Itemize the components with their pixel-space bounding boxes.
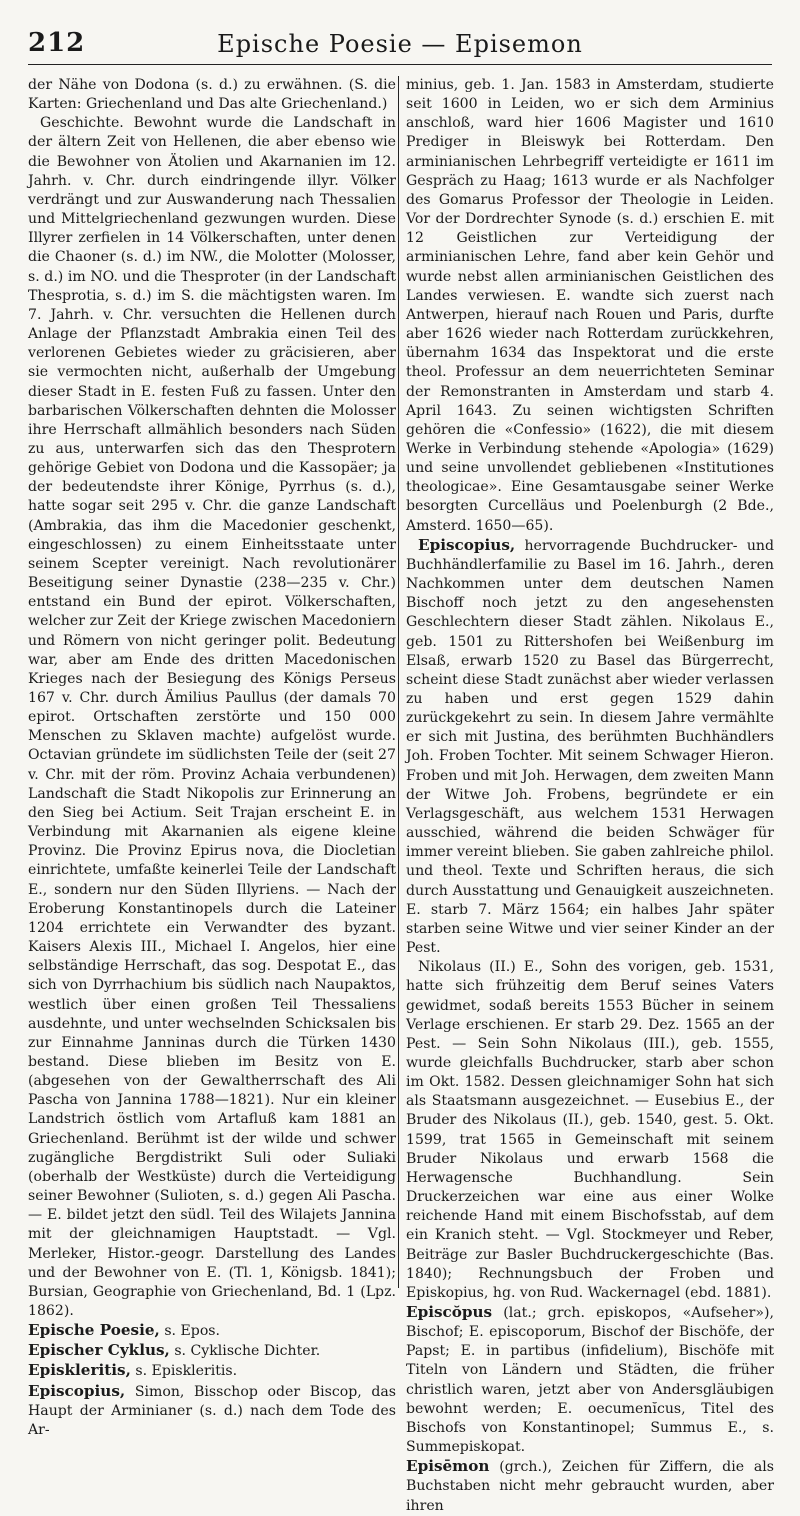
right-column: [406, 76, 774, 1514]
page-number: 212: [28, 28, 86, 58]
entry-text: (lat.; grch. episkopos, «Aufseher»), Bischof; E. episcoporum, Bischof der Bischöfe, der Papst; E. in partibus (infidelium), Bischöfe mit Titeln von Ländern und Städten, die früher christlich waren, jetzt aber von Andersgläubigen bewohnt werden; E. oecumenĭcus, Titel des Bischofs von Konstantinopel; Summus E., s. Summepiskopat.: [406, 1305, 774, 1456]
paragraph-text: minius, geb. 1. Jan. 1583 in Amsterdam, studierte seit 1600 in Leiden, wo er sich dem Arminius anschloß, ward hier 1606 Magister und 1610 Prediger in Bleiswyk bei Rotterdam. Den arminianischen Lehrbegriff verteidigte er 1611 im Gespräch zu Haag; 1613 wurde er als Nachfolger des Gomarus Professor der Theologie in Leiden. Vor der Dordrechter Synode (s. d.) erschien E. mit 12 Geistlichen zur Verteidigung der arminianischen Lehre, fand aber kein Gehör und wurde nebst allen arminianischen Geistlichen des Landes verwiesen. E. wandte sich zuerst nach Antwerpen, hierauf nach Rouen und Paris, durfte aber 1626 wieder nach Rotterdam zurückkehren, übernahm 1634 das Inspektorat und die erste theol. Professur an dem neuerrichteten Seminar der Remonstranten in Amsterdam und starb 4. April 1643. Zu seinen wichtigsten Schriften gehören die «Confessio» (1622), die mit diesem Werke in Verbindung stehende «Apologia» (1629) und seine unvollendet gebliebenen «Institutiones theologicae». Eine Gesamtausgabe seiner Werke besorgten Curcelläus und Poelenburgh (2 Bde., Amsterd. 1650—65).: [406, 77, 774, 534]
entry-episcopius-simon: [28, 1382, 396, 1440]
paragraph-text: Nikolaus (II.) E., Sohn des vorigen, geb. 1531, hatte sich frühzeitig dem Beruf seines Vaters gewidmet, sodaß bereits 1553 Bücher in seinem Verlage erschienen. Er starb 29. Dez. 1565 an der Pest. — Sein Sohn Nikolaus (III.), geb. 1555, wurde gleichfalls Buchdrucker, starb aber schon im Okt. 1582. Dessen gleichnamiger Sohn hat sich als Staatsmann ausgezeichnet. — Eusebius E., der Bruder des Nikolaus (II.), geb. 1540, gest. 5. Okt. 1599, trat 1565 in Gemeinschaft mit seinem Bruder Nikolaus und erwarb 1568 die Herwagensche Buchhandlung. Sein Druckerzeichen war eine aus einer Wolke reichende Hand mit einem Bischofsstab, auf dem ein Kranich steht. — Vgl. Stockmeyer und Reber, Beiträge zur Basler Buchdruckergeschichte (Bas. 1840); Rechnungsbuch der Froben und Episkopius, hg. von Rud. Wackernagel (ebd. 1881).: [406, 959, 774, 1301]
left-column: [28, 76, 396, 1438]
lemma-headword: Episkleritis,: [28, 1361, 131, 1380]
entry-epische-poesie: [28, 1321, 396, 1341]
lemma-headword: Episcopius,: [28, 1381, 126, 1400]
paragraph-text: Geschichte. Bewohnt wurde die Landschaft in der ältern Zeit von Hellenen, die aber ebenso wie die Bewohner von Ätolien und Akarnanien im 12. Jahrh. v. Chr. durch eindringende illyr. Völker verdrängt und zur Auswanderung nach Thessalien und Mittelgriechenland gezwungen wurden. Diese Illyrer zerfielen in 14 Völkerschaften, unter denen die Chaoner (s. d.) im NW., die Molotter (Molosser, s. d.) im NO. und die Thesproter (in der Landschaft Thesprotia, s. d.) im S. die mächtigsten waren. Im 7. Jahrh. v. Chr. versuchten die Hellenen durch Anlage der Pflanzstadt Ambrakia einen Teil des verlorenen Gebietes wieder zu gräcisieren, aber sie vermochten nicht, außerhalb der Umgebung dieser Stadt in E. festen Fuß zu fassen. Unter den barbarischen Völkerschaften dehnten die Molosser ihre Herrschaft allmählich besonders nach Süden zu aus, unterwarfen sich das den Thesprotern gehörige Gebiet von Dodona und die Kassopäer; ja der bedeutendste ihrer Könige, Pyrrhus (s. d.), hatte sogar seit 295 v. Chr. die ganze Landschaft (Ambrakia, das ihm die Macedonier geschenkt, eingeschlossen) zu einem Einheitsstaate unter seinem Scepter vereinigt. Nach revolutionärer Beseitigung seiner Dynastie (238—235 v. Chr.) entstand ein Bund der epirot. Völkerschaften, welcher zur Zeit der Kriege zwischen Macedoniern und Römern von nicht geringer polit. Bedeutung war, aber am Ende des dritten Macedonischen Krieges nach der Besiegung des Königs Perseus 167 v. Chr. durch Ämilius Paullus (der damals 70 epirot. Ortschaften zerstörte und 150 000 Menschen zu Sklaven machte) aufgelöst wurde. Octavian gründete im südlichsten Teile der (seit 27 v. Chr. mit der röm. Provinz Achaia verbundenen) Landschaft die Stadt Nikopolis zur Erinnerung an den Sieg bei Actium. Seit Trajan erscheint E. in Verbindung mit Akarnanien als eigene kleine Provinz. Die Provinz Epirus nova, die Diocletian einrichtete, umfaßte keinerlei Teile der Landschaft E., sondern nur den Süden Illyriens. — Nach der Eroberung Konstantinopels durch die Lateiner 1204 errichtete ein Verwandter des byzant. Kaisers Alexis III., Michael I. Angelos, hier eine selbständige Herrschaft, das sog. Despotat E., das sich von Dyrrhachium bis südlich nach Naupaktos, westlich über einen großen Teil Thessaliens ausdehnte, und unter wechselnden Schicksalen bis zur Einnahme Janninas durch die Türken 1430 bestand. Diese blieben im Besitz von E. (abgesehen von der Gewaltherrschaft des Ali Pascha von Jannina 1788—1821). Nur ein kleiner Landstrich östlich vom Artafluß kam 1881 an Griechenland. Berühmt ist der wilde und schwer zugängliche Bergdistrikt Suli oder Suliaki (oberhalb der Westküste) durch die Verteidigung seiner Bewohner (Sulioten, s. d.) gegen Ali Pascha. — E. bildet jetzt den südl. Teil des Wilajets Jannina mit der gleichnamigen Hauptstadt. — Vgl. Merleker, Histor.-geogr. Darstellung des Landes und der Bewohner von E. (Tl. 1, Königsb. 1841); Bursian, Geographie von Griechenland, Bd. 1 (Lpz. 1862).: [28, 115, 396, 1319]
entry-paragraph: [28, 76, 396, 114]
page-header: [28, 18, 772, 65]
paragraph-text: der Nähe von Dodona (s. d.) zu erwähnen. (S. die Karten: Griechenland und Das alte Griechenland.): [28, 77, 396, 113]
entry-paragraph: [406, 958, 774, 1303]
entry-text: (grch.), Zeichen für Ziffern, die als Buchstaben nicht mehr gebraucht wurden, aber ihren: [406, 1459, 774, 1514]
entry-paragraph: [28, 114, 396, 1321]
lemma-headword: Episēmon: [406, 1457, 490, 1476]
entry-episcopus: [406, 1303, 774, 1457]
entry-text: s. Epos.: [159, 1323, 221, 1340]
entry-text: s. Cyklische Dichter.: [169, 1343, 321, 1360]
lemma-headword: Episcŏpus: [406, 1303, 493, 1321]
column-divider: [398, 76, 399, 1288]
lemma-headword: Epischer Cyklus,: [28, 1341, 170, 1360]
entry-text: hervorragende Buchdrucker- und Buchhändlerfamilie zu Basel im 16. Jahrh., deren Nachkommen unter dem deutschen Namen Bischoff noch jetzt zu den angesehensten Geschlechtern dieser Stadt zählen. Nikolaus E., geb. 1501 zu Rittershofen bei Weißenburg im Elsaß, erwarb 1520 zu Basel das Bürgerrecht, scheint diese Stadt zunächst aber wieder verlassen zu haben und erst gegen 1529 dahin zurückgekehrt zu sein. In diesem Jahre vermählte er sich mit Justina, des berühmten Buchhändlers Joh. Froben Tochter. Mit seinem Schwager Hieron. Froben und mit Joh. Herwagen, dem zweiten Mann der Witwe Joh. Frobens, begründete er ein Verlagsgeschäft, aus welchem 1531 Herwagen ausschied, während die beiden Schwäger für immer vereint blieben. Sie gaben zahlreiche philol. und theol. Texte und Schriften heraus, die sich durch Ausstattung und Genauigkeit auszeichneten. E. starb 7. März 1564; ein halbes Jahr später starben seine Witwe und vier seiner Kinder an der Pest.: [406, 537, 774, 957]
entry-epischer-cyklus: [28, 1341, 396, 1361]
entry-episemon: [406, 1457, 774, 1515]
lemma-headword: Episcopius,: [418, 535, 516, 554]
entry-episcopius-family: [406, 536, 774, 958]
entry-episkleritis: [28, 1361, 396, 1381]
entry-text: s. Episkleritis.: [130, 1363, 238, 1380]
running-head: Epische Poesie — Episemon: [217, 30, 583, 58]
entry-paragraph: [406, 76, 774, 536]
lemma-headword: Epische Poesie,: [28, 1321, 160, 1340]
entry-text: Simon, Bisschop oder Biscop, das Haupt der Arminianer (s. d.) nach dem Tode des Ar-: [28, 1383, 396, 1438]
